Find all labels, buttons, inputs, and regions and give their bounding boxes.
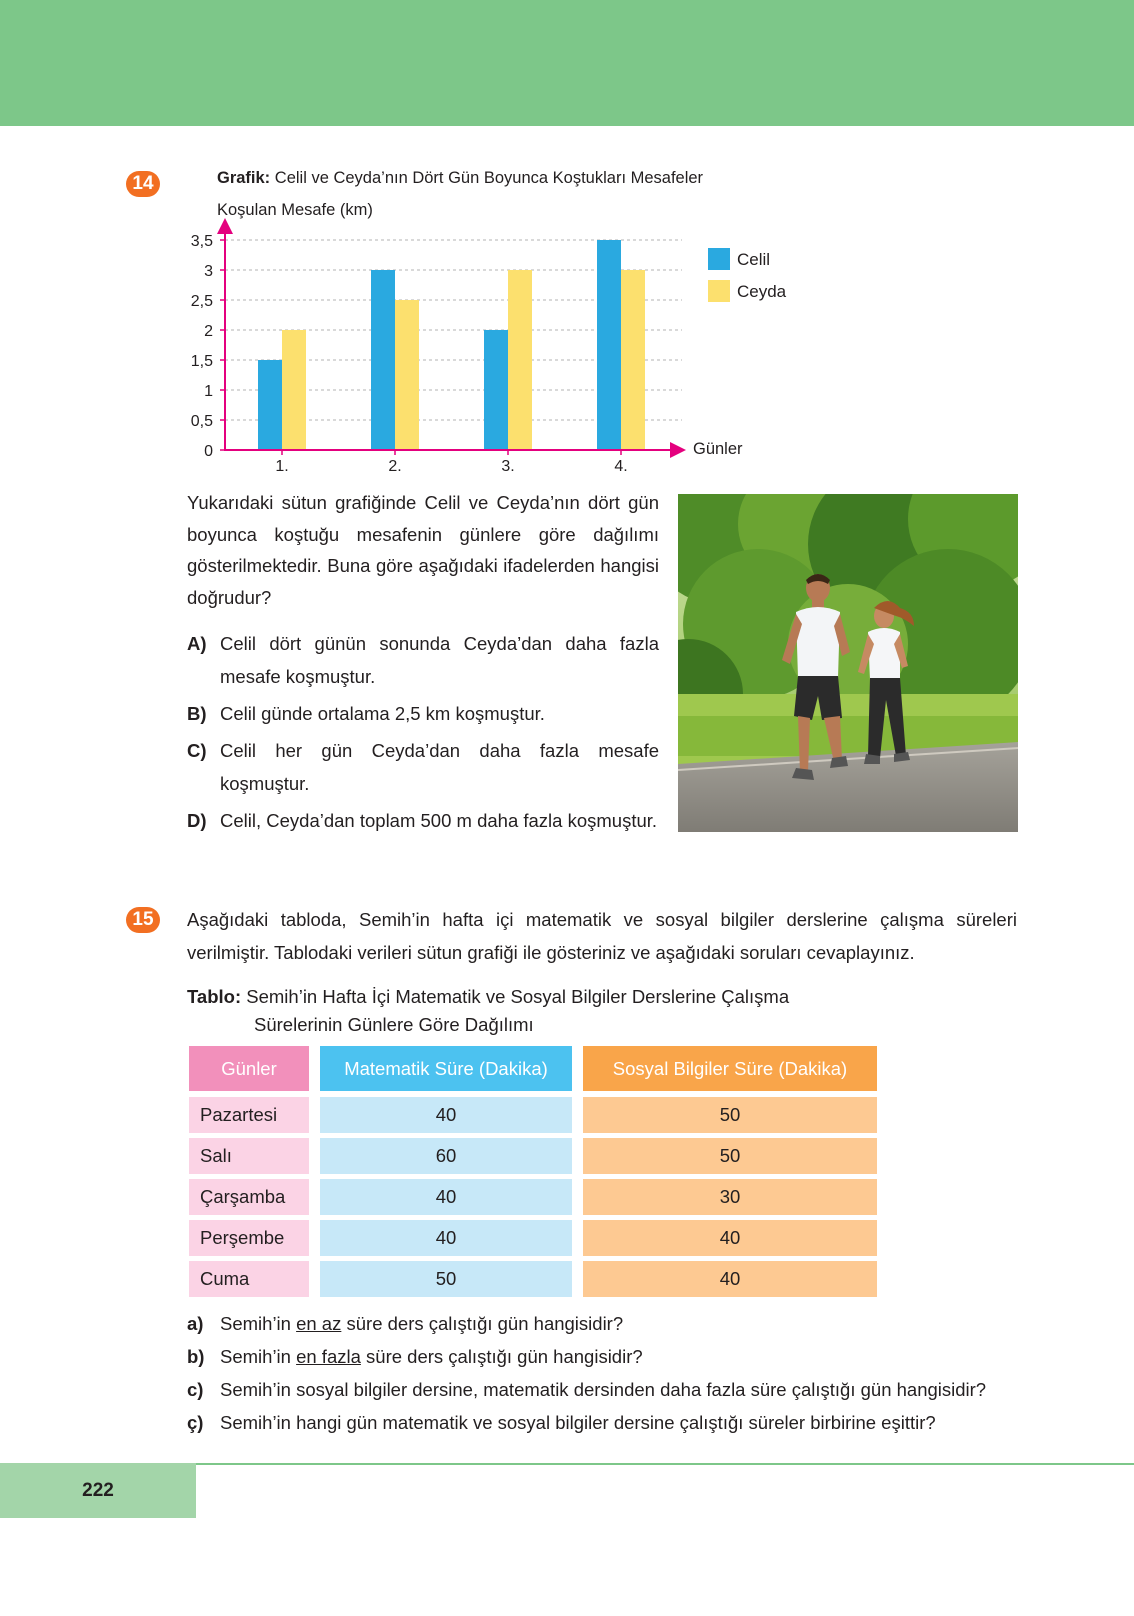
- sub-question-letter: c): [187, 1379, 204, 1400]
- option-text: Celil dört günün sonunda Ceyda’dan daha fazla mesafe koşmuştur.: [220, 633, 659, 687]
- table-header-cell: Matematik Süre (Dakika): [320, 1046, 572, 1091]
- x-tick-label: 2.: [388, 458, 402, 475]
- table-day-cell: Pazartesi: [189, 1097, 309, 1133]
- question-number-15: 15: [126, 907, 160, 933]
- table-caption: [187, 983, 789, 1039]
- answer-options: [187, 627, 659, 841]
- page-number: 222: [82, 1480, 114, 1501]
- question-15-text: Aşağıdaki tabloda, Semih’in hafta içi matematik ve sosyal bilgiler derslerine çalışma süreleri verilmiştir. Tablodaki verileri sütun grafiği ile gösteriniz ve aşağıdaki soruları cevaplayınız.: [187, 909, 1017, 963]
- table-value-cell: 40: [320, 1179, 572, 1215]
- table-value-cell: 60: [320, 1138, 572, 1174]
- table-value-cell: 40: [320, 1220, 572, 1256]
- question-number-14: 14: [126, 171, 160, 197]
- table-day-cell: Salı: [189, 1138, 309, 1174]
- sub-question-c: [187, 1373, 1067, 1406]
- option-a[interactable]: [187, 627, 659, 693]
- x-tick-label: 4.: [614, 458, 628, 475]
- table-caption-line2: Sürelerinin Günlere Göre Dağılımı: [254, 1014, 534, 1035]
- text-part: Semih’in: [220, 1313, 297, 1334]
- text-part: süre ders çalıştığı gün hangisidir?: [341, 1313, 624, 1334]
- option-text: Celil her gün Ceyda’dan daha fazla mesafe koşmuştur.: [220, 740, 659, 794]
- table-value-cell: 40: [583, 1261, 877, 1297]
- x-tick-label: 1.: [275, 458, 289, 475]
- table-day-cell: Cuma: [189, 1261, 309, 1297]
- table-value-cell: 50: [320, 1261, 572, 1297]
- option-letter: A): [187, 633, 207, 654]
- legend: [708, 248, 787, 302]
- bar-celil: [371, 270, 395, 450]
- option-c[interactable]: [187, 734, 659, 800]
- option-text: Celil, Ceyda’dan toplam 500 m daha fazla koşmuştur.: [220, 810, 658, 831]
- y-tick-label: 0: [204, 443, 213, 460]
- legend-label-ceyda: Ceyda: [737, 282, 787, 301]
- bar-celil: [484, 330, 508, 450]
- top-header-band: [0, 0, 1134, 126]
- sub-question-a: [187, 1307, 1067, 1340]
- table-day-cell: Perşembe: [189, 1220, 309, 1256]
- bars: [258, 240, 645, 450]
- sub-question-d: [187, 1406, 1067, 1439]
- bar-ceyda: [621, 270, 645, 450]
- underlined-text: en az: [296, 1313, 342, 1334]
- y-axis-label: Koşulan Mesafe (km): [217, 201, 373, 219]
- text-part: süre ders çalıştığı gün hangisidir?: [360, 1346, 643, 1367]
- question-14-text: Yukarıdaki sütun grafiğinde Celil ve Ceyda’nın dört gün boyunca koştuğu mesafenin günlere göre dağılımı gösterilmektedir. Buna göre aşağıdaki ifadelerden hangisi doğrudur?: [187, 492, 659, 608]
- bar-ceyda: [395, 300, 419, 450]
- bar-celil: [597, 240, 621, 450]
- chart-title-label: Grafik:: [217, 169, 271, 187]
- sub-question-text: [220, 1340, 643, 1373]
- y-tick-label: 1: [204, 383, 213, 400]
- table-value-cell: 30: [583, 1179, 877, 1215]
- option-text: Celil günde ortalama 2,5 km koşmuştur.: [220, 703, 545, 724]
- text-part: Semih’in: [220, 1346, 297, 1367]
- sub-question-b: [187, 1340, 1067, 1373]
- legend-swatch-celil: [708, 248, 730, 270]
- y-tick-label: 2,5: [190, 293, 213, 310]
- table-header-cell: Sosyal Bilgiler Süre (Dakika): [583, 1046, 877, 1091]
- x-tick-label: 3.: [501, 458, 515, 475]
- bar-celil: [258, 360, 282, 450]
- table-day-cell: Çarşamba: [189, 1179, 309, 1215]
- chart-title: [217, 169, 703, 188]
- bar-ceyda: [508, 270, 532, 450]
- bar-chart: [150, 198, 790, 478]
- sub-question-text: Semih’in hangi gün matematik ve sosyal bilgiler dersine çalıştığı süreler birbirine eşittir?: [220, 1412, 936, 1433]
- y-tick-label: 2: [204, 323, 213, 340]
- table-value-cell: 40: [583, 1220, 877, 1256]
- y-tick-label: 3,5: [190, 233, 213, 250]
- option-letter: B): [187, 703, 207, 724]
- y-ticks: [191, 233, 225, 460]
- sub-question-text: Semih’in sosyal bilgiler dersine, matematik dersinden daha fazla süre çalıştığı gün hangisidir?: [220, 1379, 987, 1400]
- table-value-cell: 50: [583, 1097, 877, 1133]
- sub-questions: [187, 1307, 1067, 1439]
- legend-label-celil: Celil: [737, 250, 771, 269]
- sub-question-letter: a): [187, 1313, 204, 1334]
- option-b[interactable]: [187, 697, 659, 730]
- table-caption-label: Tablo:: [187, 986, 242, 1007]
- sub-question-letter: b): [187, 1346, 205, 1367]
- option-letter: D): [187, 810, 207, 831]
- table-header-cell: Günler: [189, 1046, 309, 1091]
- y-tick-label: 0,5: [190, 413, 213, 430]
- y-tick-label: 3: [204, 263, 213, 280]
- table-value-cell: 40: [320, 1097, 572, 1133]
- bar-ceyda: [282, 330, 306, 450]
- runners-photo: [678, 494, 1018, 832]
- underlined-text: en fazla: [296, 1346, 361, 1367]
- y-tick-label: 1,5: [190, 353, 213, 370]
- option-letter: C): [187, 740, 207, 761]
- chart-title-text: Celil ve Ceyda’nın Dört Gün Boyunca Koştukları Mesafeler: [270, 169, 704, 187]
- x-ticks: [275, 450, 627, 475]
- legend-swatch-ceyda: [708, 280, 730, 302]
- sub-question-text: [220, 1307, 623, 1340]
- table-value-cell: 50: [583, 1138, 877, 1174]
- option-d[interactable]: [187, 804, 659, 837]
- sub-question-letter: ç): [187, 1412, 204, 1433]
- table-caption-line1: Semih’in Hafta İçi Matematik ve Sosyal Bilgiler Derslerine Çalışma: [241, 986, 790, 1007]
- x-axis-label: Günler: [693, 440, 743, 458]
